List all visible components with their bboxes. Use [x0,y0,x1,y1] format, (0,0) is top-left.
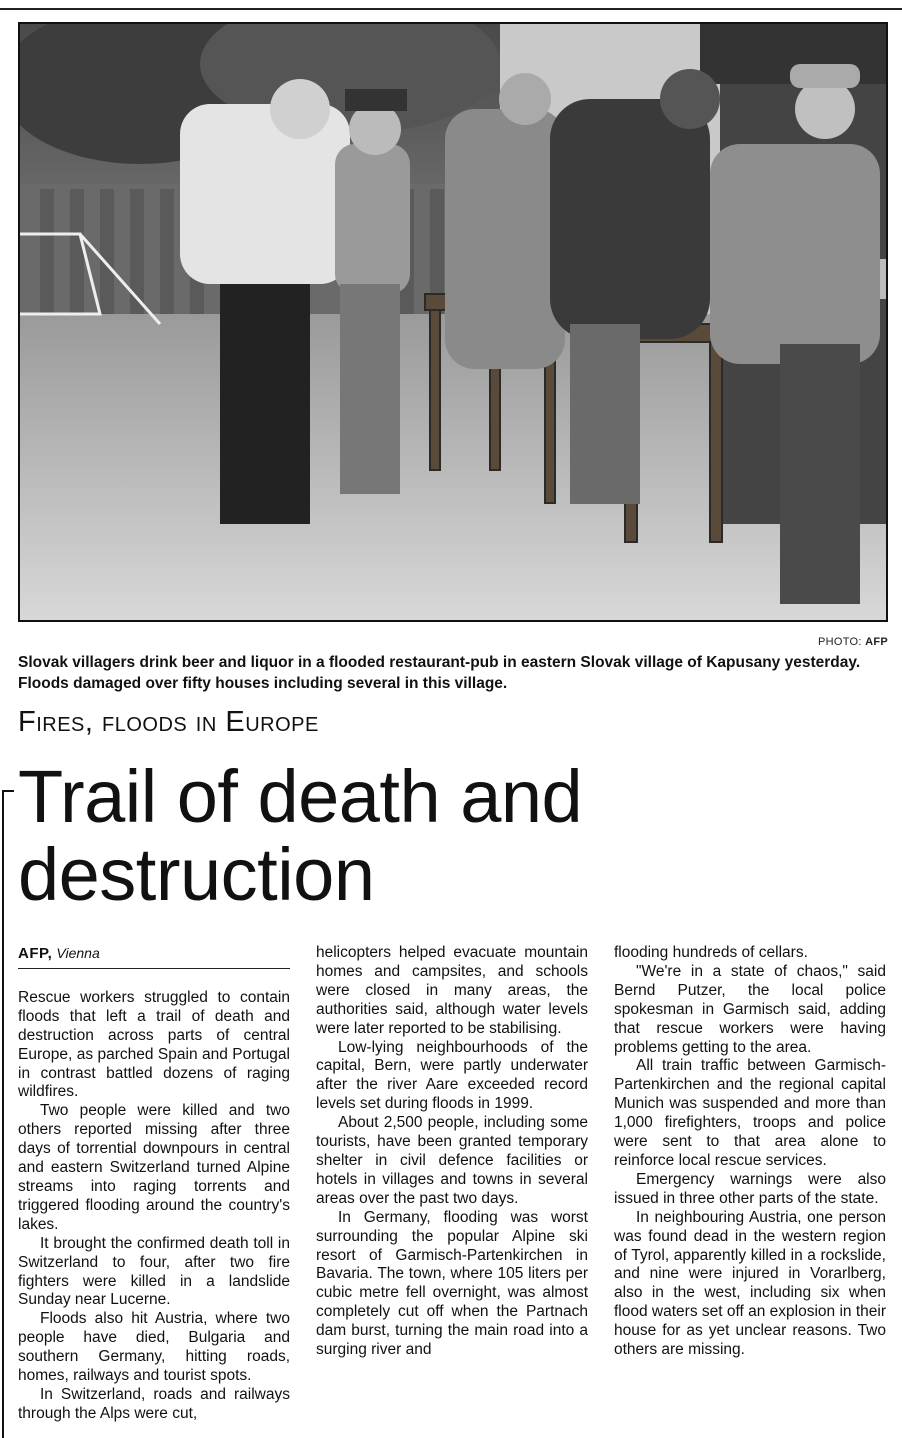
paragraph: Low-lying neighbourhoods of the capital, Bern, were partly underwater after the river Aare exceeded record levels set during floods in 1999. [316,1038,588,1113]
paragraph: "We're in a state of chaos," said Bernd Putzer, the local police spokesman in Garmisch said, adding that rescue workers were having problems getting to the area. [614,962,886,1056]
top-rule [0,8,902,10]
left-margin-rule [2,790,4,1438]
byline [18,944,290,969]
article-headline: Trail of death and destruction [18,755,583,916]
paragraph: All train traffic between Garmisch-Partenkirchen and the regional capital Munich was suspended and more than 1,000 firefighters, troops and police were sent to that area alone to reinforce local rescue services. [614,1057,886,1169]
paragraph: Floods also hit Austria, where two people have died, Bulgaria and southern Germany, hitting roads, homes, railways and tourist spots. [18,1310,290,1385]
paragraph: In Germany, flooding was worst surrounding the popular Alpine ski resort of Garmisch-Partenkirchen in Bavaria. The town, where 105 liters per cubic metre fell overnight, was almost completely cut off when the Partnach dam burst, turning the main road into a surging river and [316,1208,588,1359]
paragraph: Rescue workers struggled to contain floods that left a trail of death and destruction across parts of central Europe, as parched Spain and Portugal in contrast battled dozens of raging wildfires. [18,988,290,1101]
paragraph: In Switzerland, roads and railways through the Alps were cut, [18,1385,290,1422]
article-column-2 [316,944,588,1360]
credit-source: AFP [865,636,888,648]
article-column-3 [614,944,886,1360]
byline-place: Vienna [56,945,100,961]
byline-agency: AFP, [18,945,53,962]
photo-credit [818,636,888,648]
article-kicker: Fires, floods in Europe [18,706,319,738]
credit-label: PHOTO: [817,636,862,648]
news-photo [18,22,888,622]
flood-pub-photo [20,24,886,620]
paragraph: flooding hundreds of cellars. [614,944,808,961]
paragraph: In neighbouring Austria, one person was found dead in the western region of Tyrol, apparently killed in a rockslide, and nine were injured in Vorarlberg, also in the west, including six when flood waters set off an explosion in their house for as yet unclear reasons. Two others are missing. [614,1208,886,1359]
paragraph: Two people were killed and two others reported missing after three days of torrential downpours in central and eastern Switzerland turned Alpine streams into raging torrents and triggered flooding around the country's lakes. [18,1102,290,1233]
paragraph: It brought the confirmed death toll in Switzerland to four, after two fire fighters were killed in a landslide Sunday near Lucerne. [18,1234,290,1309]
paragraph: Emergency warnings were also issued in three other parts of the state. [614,1170,886,1207]
paragraph: helicopters helped evacuate mountain homes and campsites, and schools were closed in many areas, the authorities said, although water levels were later reported to be stabilising. [316,944,588,1037]
paragraph: About 2,500 people, including some tourists, have been granted temporary shelter in civil defence facilities or hotels in villages and towns in several areas over the past two days. [316,1114,588,1207]
left-margin-rule-cap [2,790,14,792]
photo-caption: Slovak villagers drink beer and liquor in a flooded restaurant-pub in eastern Slovak village of Kapusany yesterday. Floods damaged over fifty houses including several in this village. [18,654,861,692]
article-column-1 [18,944,290,1424]
